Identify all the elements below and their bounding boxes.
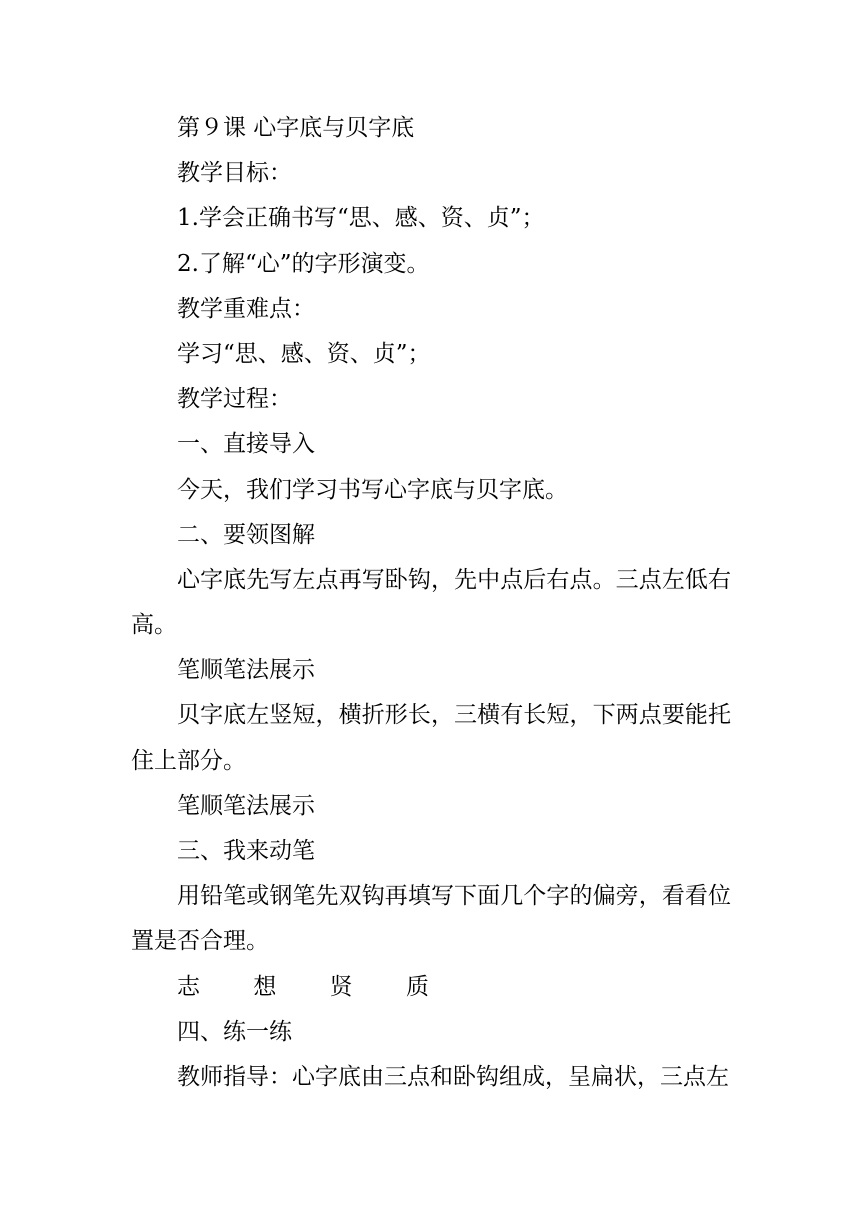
practice-word: 贤 <box>329 973 353 1000</box>
objective-item-1: 1.学会正确书写“思、感、资、贞”； <box>177 205 545 232</box>
section-4-title: 四、练一练 <box>177 1018 292 1045</box>
section-1-title: 一、直接导入 <box>177 431 315 458</box>
stroke-demo-label-1: 笔顺笔法展示 <box>177 657 315 684</box>
lesson-title: 第９课 心字底与贝字底 <box>177 115 415 141</box>
process-heading: 教学过程： <box>177 386 292 413</box>
section-3-text: 用铅笔或钢笔先双钩再填写下面几个字的偏旁，看看位置是否合理。 <box>131 883 731 955</box>
practice-word: 质 <box>405 973 429 1000</box>
stroke-demo-label-2: 笔顺笔法展示 <box>177 792 315 819</box>
practice-word: 志 <box>177 973 200 1000</box>
section-2-title: 二、要领图解 <box>177 521 315 548</box>
document-body <box>131 106 731 1100</box>
difficulty-heading: 教学重难点： <box>177 295 315 322</box>
section-2-paragraph-2: 贝字底左竖短，横折形长，三横有长短，下两点要能托住上部分。 <box>131 702 731 774</box>
practice-word: 想 <box>253 973 277 1000</box>
practice-word-row <box>131 965 731 1010</box>
section-3-title: 三、我来动笔 <box>177 838 315 865</box>
difficulty-text: 学习“思、感、资、贞”； <box>177 340 431 367</box>
objective-item-2: 2.了解“心”的字形演变。 <box>177 250 430 277</box>
objectives-heading: 教学目标： <box>177 160 292 187</box>
section-2-paragraph-1: 心字底先写左点再写卧钩，先中点后右点。三点左低右高。 <box>131 566 731 639</box>
section-1-text: 今天，我们学习书写心字底与贝字底。 <box>177 476 568 503</box>
section-4-text: 教师指导：心字底由三点和卧钩组成，呈扁状，三点左 <box>177 1064 729 1091</box>
